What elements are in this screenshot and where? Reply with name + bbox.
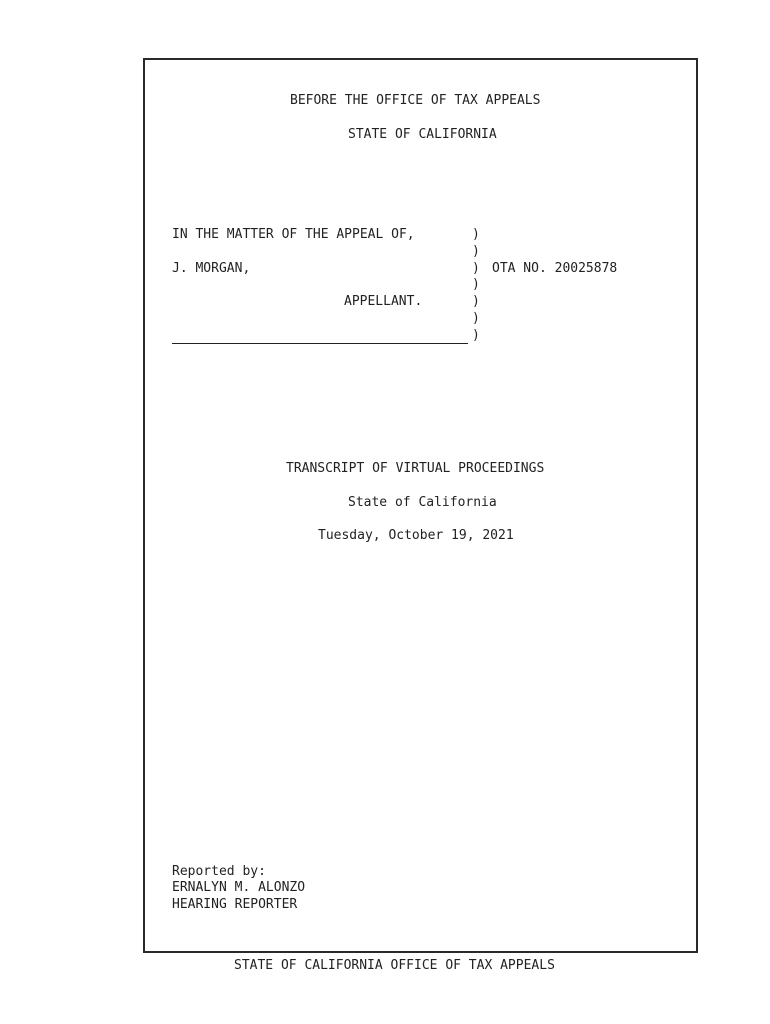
transcript-location: State of California xyxy=(348,495,497,510)
reporter-name: ERNALYN M. ALONZO xyxy=(172,880,306,895)
transcript-date: Tuesday, October 19, 2021 xyxy=(318,528,514,543)
caption-role: APPELLANT. xyxy=(344,294,423,309)
transcript-title: TRANSCRIPT OF VIRTUAL PROCEEDINGS xyxy=(286,461,545,476)
caption-matter: IN THE MATTER OF THE APPEAL OF, xyxy=(172,227,415,242)
reporter-role: HEARING REPORTER xyxy=(172,897,298,912)
caption-paren-6: ) xyxy=(472,311,480,326)
header-line-1: BEFORE THE OFFICE OF TAX APPEALS xyxy=(290,93,541,108)
caption-party: J. MORGAN, xyxy=(172,261,251,276)
caption-paren-3: ) xyxy=(472,261,480,276)
caption-paren-4: ) xyxy=(472,277,480,292)
reporter-label: Reported by: xyxy=(172,864,266,879)
header-line-2: STATE OF CALIFORNIA xyxy=(348,127,497,142)
caption-paren-2: ) xyxy=(472,244,480,259)
caption-paren-1: ) xyxy=(472,227,480,242)
caption-paren-5: ) xyxy=(472,294,480,309)
caption-paren-7: ) xyxy=(472,328,480,343)
caption-underline xyxy=(172,343,468,344)
page-footer: STATE OF CALIFORNIA OFFICE OF TAX APPEALS xyxy=(234,958,555,973)
case-number: OTA NO. 20025878 xyxy=(492,261,618,276)
